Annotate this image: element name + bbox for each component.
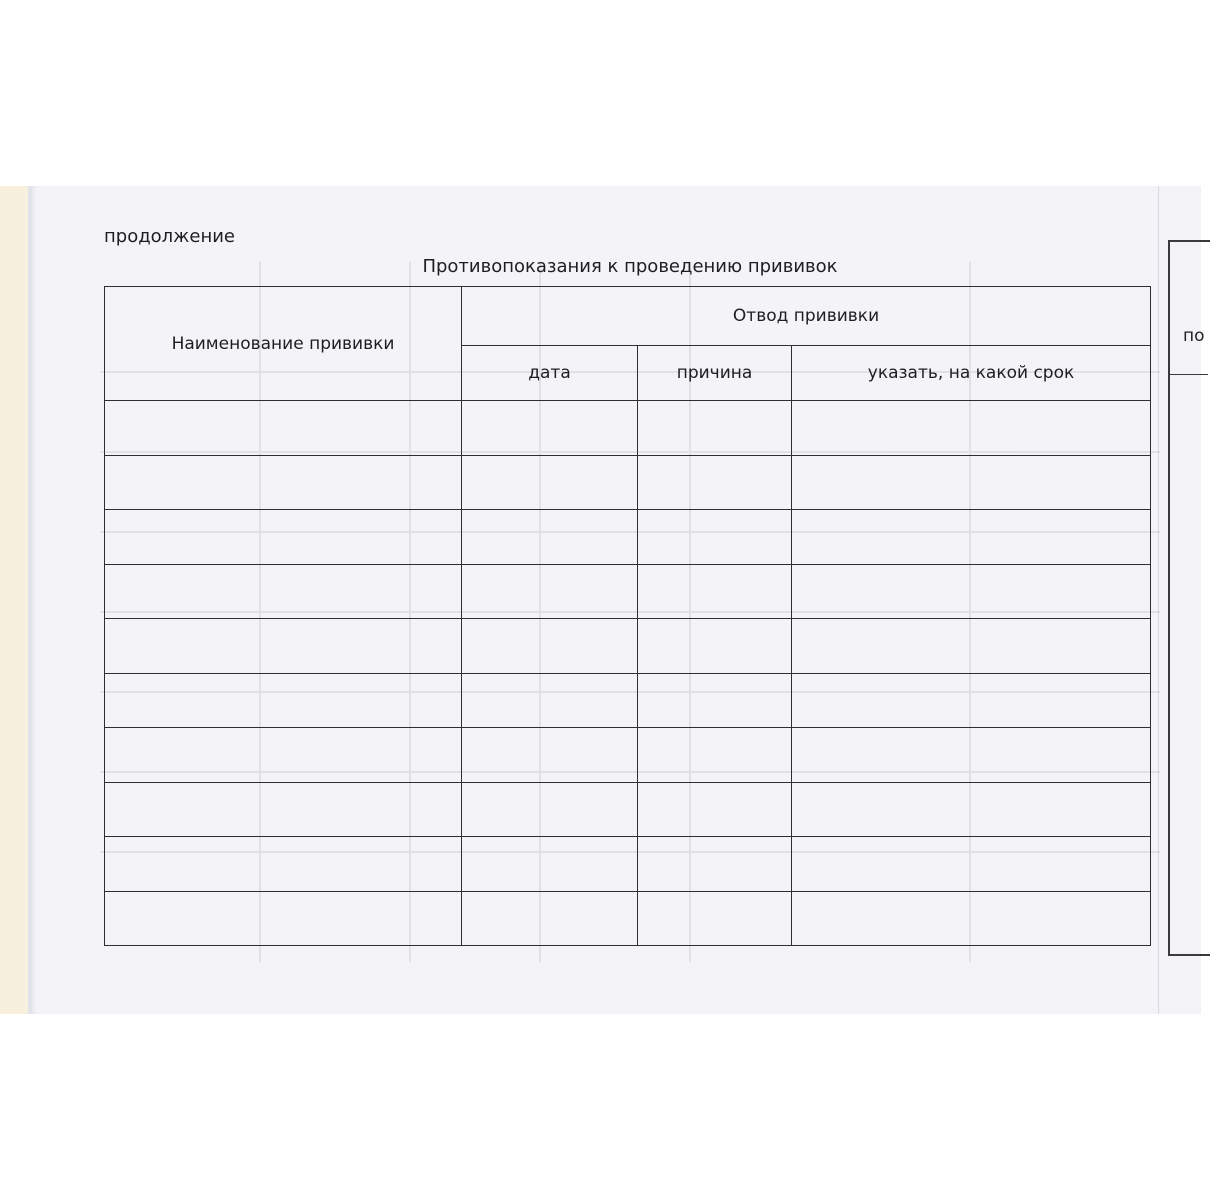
- cell-reason[interactable]: [638, 782, 792, 837]
- cell-reason[interactable]: [638, 564, 792, 619]
- cell-vaccine-name[interactable]: [105, 728, 462, 783]
- cell-vaccine-name[interactable]: [105, 673, 462, 728]
- cell-duration[interactable]: [792, 564, 1151, 619]
- table-row: [105, 782, 1151, 837]
- header-reason: причина: [638, 346, 792, 401]
- cell-reason[interactable]: [638, 837, 792, 892]
- cell-date[interactable]: [462, 891, 638, 946]
- table-body: [105, 401, 1151, 946]
- cell-vaccine-name[interactable]: [105, 401, 462, 456]
- cell-duration[interactable]: [792, 728, 1151, 783]
- cell-date[interactable]: [462, 401, 638, 456]
- cell-vaccine-name[interactable]: [105, 837, 462, 892]
- cell-duration[interactable]: [792, 455, 1151, 510]
- form-title: Противопоказания к проведению прививок: [422, 256, 838, 277]
- cell-vaccine-name[interactable]: [105, 891, 462, 946]
- cell-vaccine-name[interactable]: [105, 564, 462, 619]
- cell-reason[interactable]: [638, 891, 792, 946]
- next-page-table-rule: [1168, 374, 1208, 375]
- table-row: [105, 455, 1151, 510]
- table-row: [105, 564, 1151, 619]
- cell-reason[interactable]: [638, 455, 792, 510]
- cell-date[interactable]: [462, 673, 638, 728]
- cell-date[interactable]: [462, 455, 638, 510]
- table-row: [105, 891, 1151, 946]
- cell-date[interactable]: [462, 619, 638, 674]
- cell-date[interactable]: [462, 564, 638, 619]
- cell-duration[interactable]: [792, 891, 1151, 946]
- cell-vaccine-name[interactable]: [105, 455, 462, 510]
- cell-reason[interactable]: [638, 728, 792, 783]
- header-vaccine-name: Наименование прививки: [105, 287, 462, 401]
- cell-vaccine-name[interactable]: [105, 510, 462, 565]
- cell-date[interactable]: [462, 837, 638, 892]
- page-edge: [0, 186, 30, 1014]
- table-row: [105, 619, 1151, 674]
- cell-duration[interactable]: [792, 837, 1151, 892]
- contraindications-table: [104, 286, 1151, 946]
- cell-date[interactable]: [462, 728, 638, 783]
- cell-duration[interactable]: [792, 782, 1151, 837]
- table-row: [105, 401, 1151, 456]
- cell-reason[interactable]: [638, 510, 792, 565]
- cell-vaccine-name[interactable]: [105, 782, 462, 837]
- cell-reason[interactable]: [638, 401, 792, 456]
- header-date: дата: [462, 346, 638, 401]
- table-row: [105, 728, 1151, 783]
- cell-reason[interactable]: [638, 619, 792, 674]
- cell-date[interactable]: [462, 510, 638, 565]
- next-page-fragment: по: [1183, 326, 1205, 346]
- table-row: [105, 837, 1151, 892]
- cell-reason[interactable]: [638, 673, 792, 728]
- cell-duration[interactable]: [792, 619, 1151, 674]
- header-exemption: Отвод прививки: [462, 287, 1151, 346]
- continued-label: продолжение: [104, 226, 236, 247]
- table-row: [105, 673, 1151, 728]
- cell-duration[interactable]: [792, 510, 1151, 565]
- header-duration: указать, на какой срок: [792, 346, 1151, 401]
- cell-vaccine-name[interactable]: [105, 619, 462, 674]
- cell-duration[interactable]: [792, 673, 1151, 728]
- cell-duration[interactable]: [792, 401, 1151, 456]
- cell-date[interactable]: [462, 782, 638, 837]
- next-page-table-border: [1168, 240, 1210, 956]
- table-row: [105, 510, 1151, 565]
